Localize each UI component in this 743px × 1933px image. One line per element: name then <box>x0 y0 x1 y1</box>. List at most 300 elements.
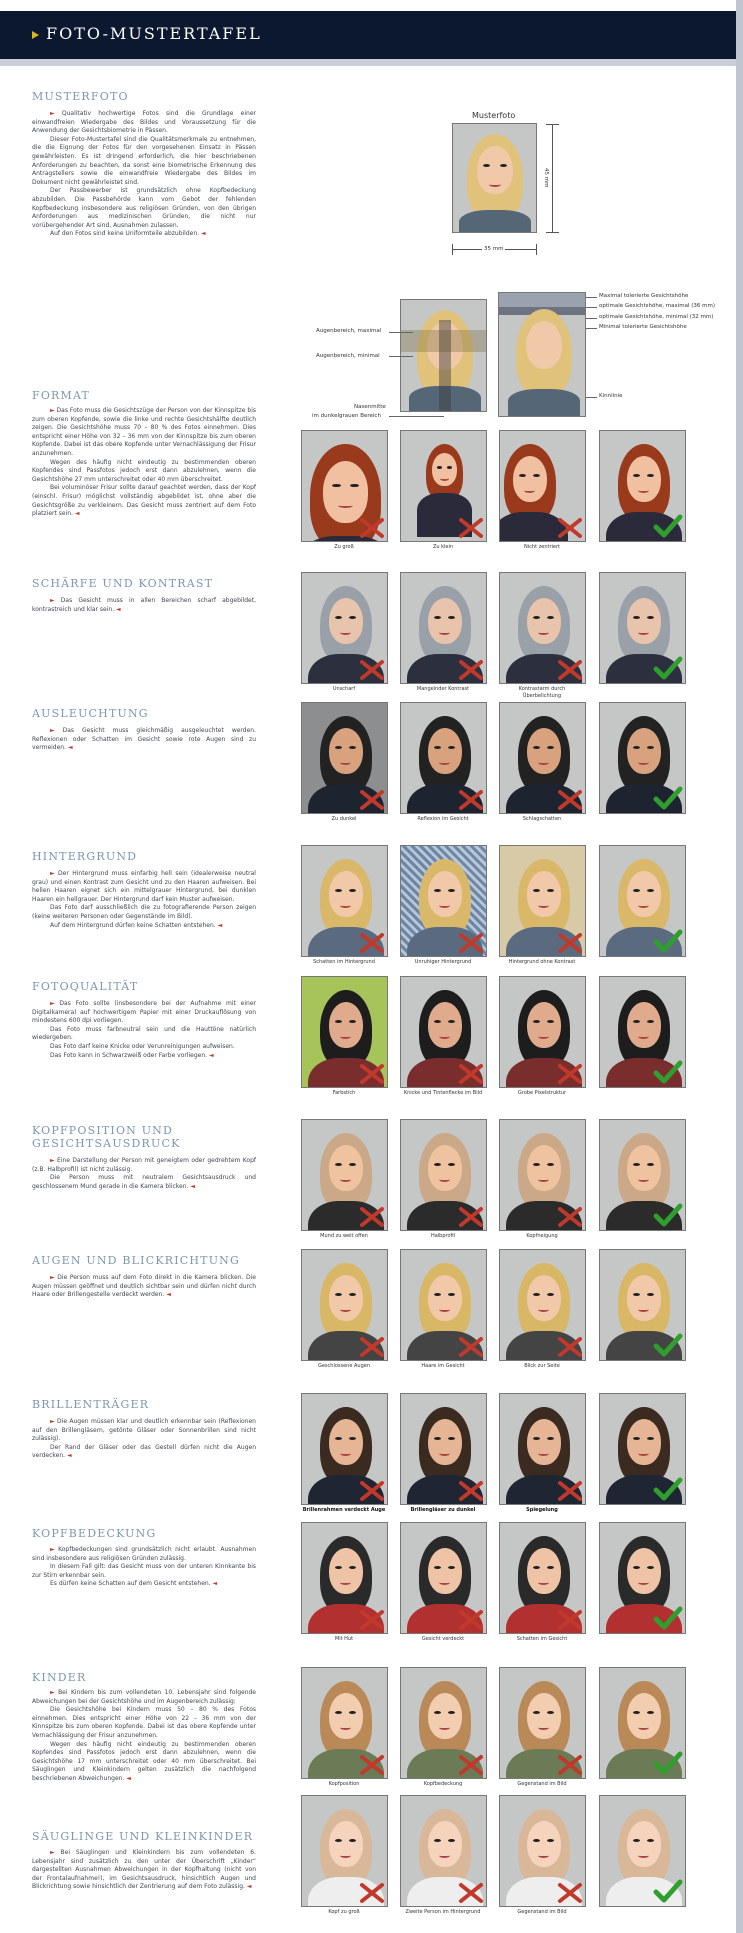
example-photo <box>301 1393 388 1505</box>
eye <box>647 1566 654 1569</box>
eye <box>647 1437 654 1440</box>
eye <box>533 1711 540 1714</box>
eye <box>448 1566 455 1569</box>
mouth <box>340 1853 352 1858</box>
annot-augenbereich-min: Augenbereich, minimal <box>316 353 380 359</box>
face <box>329 728 363 774</box>
para: Bei Kindern bis zum vollendeten 10. Lebensjahr sind folgende Abweichungen bei der Gesichtshöhe und im Augenbereich zulässig: <box>32 1689 256 1705</box>
face <box>428 1419 462 1465</box>
para: Das Foto muss farbneutral sein und die Hauttöne natürlich wiedergeben. <box>32 1025 256 1042</box>
eye <box>448 1020 455 1023</box>
photo-caption: Kopfbedeckung <box>423 1781 463 1787</box>
photo-caption: Hintergrund ohne Kontrast <box>508 959 576 965</box>
eye <box>547 1839 554 1842</box>
mouth <box>340 903 352 908</box>
eye <box>335 889 342 892</box>
para: In diesem Fall gilt: das Gesicht muss von der unteren Kinnkante bis zur Stirn erkennbar sein. <box>32 1563 256 1579</box>
musterfoto-label: Musterfoto <box>472 111 516 120</box>
face <box>428 728 462 774</box>
section-text-format: ► Das Foto muss die Gesichtszüge der Person von der Kinnspitze bis zum oberen Kopfende, sowie die linke und rechte Gesichtshälfte deutlich zeigen. Die Gesichtshöhe muss 70 – 80 % des Fotos einnehmen. Dies entspricht einer Höhe von 32 – 36 mm von der Kinnspitze bis zum oberen Kopfende. Dabei ist das obere Kopfende unter Vernachlässigung der Frisur anzunehmen. Wegen des häufig nicht eindeutig zu bestimmenden oberen Kopfendes sind Passfotos jedoch erst dann abzulehnen, wenn die Gesichtshöhe 27 mm unterschreitet oder 40 mm überschreitet. Bei voluminöser Frisur sollte darauf geachtet werden, dass der Kopf (einschl. Frisur) möglichst vollständig abgebildet ist, ohne aber die Gesichtsgröße zu verkleinern. Das Gesicht muss zentriert auf dem Foto platziert sein. ◄ <box>32 407 256 518</box>
face <box>527 1419 561 1465</box>
photo-caption: Farbstich <box>332 1090 356 1096</box>
para: Das Foto sollte (insbesondere bei der Aufnahme mit einer Digitalkamera) auf hochwertigem Papier mit einer Druckauflösung von mindestens 600 dpi vorliegen. <box>32 1000 256 1025</box>
example-photo <box>499 976 586 1088</box>
photo-caption: Gegenstand im Bild <box>517 1781 567 1787</box>
mouth <box>340 630 352 635</box>
photo-caption: Kopf zu groß <box>328 1909 360 1915</box>
eye <box>647 889 654 892</box>
reject-cross-icon <box>359 1609 385 1631</box>
photo-caption: Zweite Person im Hintergrund <box>405 1909 481 1915</box>
accept-check-icon <box>653 1476 683 1502</box>
annot-dunkelgrau: im dunkelgrauen Bereich <box>312 413 381 419</box>
para: Wegen des häufig nicht eindeutig zu bestimmenden oberen Kopfendes sind Passfotos jedoch erst dann abzulehnen, wenn die Gesichtshöhe 17 mm unterschreitet oder 40 mm überschreitet. Bei Säuglingen und Kleinkindern gelten zusätzlich die nachfolgend beschriebenen Abweichungen. <box>32 1740 256 1782</box>
eye <box>533 1163 540 1166</box>
face <box>527 1821 561 1867</box>
mouth <box>638 1177 650 1182</box>
eye <box>447 466 452 469</box>
page-header <box>0 11 736 59</box>
face <box>428 1002 462 1048</box>
eye <box>448 1163 455 1166</box>
annot-line <box>389 356 413 357</box>
mouth <box>538 1853 550 1858</box>
face <box>329 1693 363 1739</box>
para: Der Passbewerber ist grundsätzlich ohne Kopfbedeckung abzubilden. Die Passbehörde kann vom Gebot der fehlenden Kopfbedeckung insbesondere aus religiösen Gründen, von den übrigen Anforderungen aus medizinischen Gründen, die nicht nur vorübergehender Art sind, Ausnahmen zulassen. <box>32 187 256 229</box>
photo-caption: Kopfneigung <box>526 1233 558 1239</box>
mouth <box>538 1034 550 1039</box>
face <box>627 1275 661 1321</box>
mouth <box>439 1580 451 1585</box>
eye <box>533 1839 540 1842</box>
eye <box>448 746 455 749</box>
photo-caption: Gesicht verdeckt <box>421 1636 465 1642</box>
example-photo <box>400 976 487 1088</box>
annot-line <box>586 307 597 308</box>
mouth <box>538 630 550 635</box>
eye <box>349 1566 356 1569</box>
photo-caption: Blick zur Seite <box>524 1363 560 1369</box>
photo-caption: Kontrastarm durch Überbelichtung <box>518 686 566 699</box>
eye <box>647 616 654 619</box>
mouth <box>439 1307 451 1312</box>
face <box>627 456 661 502</box>
reject-cross-icon <box>557 932 583 954</box>
reject-cross-icon <box>458 932 484 954</box>
mouth <box>538 903 550 908</box>
photo-caption: Unscharf <box>332 686 356 692</box>
eye <box>533 1020 540 1023</box>
mouth <box>638 1451 650 1456</box>
face <box>627 1548 661 1594</box>
mouth <box>638 1580 650 1585</box>
example-photo <box>599 572 686 684</box>
section-title-schaerfe: SCHÄRFE UND KONTRAST <box>32 577 214 590</box>
annot-nasenmitte: Nasenmitte <box>354 404 386 410</box>
photo-caption: Zu dunkel <box>331 816 357 822</box>
mouth <box>638 630 650 635</box>
photo-caption: Halbprofil <box>430 1233 456 1239</box>
example-photo <box>301 976 388 1088</box>
photo-caption: Kopfposition <box>328 1781 360 1787</box>
face <box>527 728 561 774</box>
eye <box>647 746 654 749</box>
face <box>432 453 456 486</box>
face <box>323 461 369 523</box>
example-photo <box>400 1119 487 1231</box>
example-photo <box>499 1795 586 1907</box>
reject-cross-icon <box>557 659 583 681</box>
mouth <box>340 1034 352 1039</box>
eye <box>335 616 342 619</box>
eye <box>434 889 441 892</box>
eye <box>633 1711 640 1714</box>
eye <box>547 1020 554 1023</box>
photo-caption: Gegenstand im Bild <box>517 1909 567 1915</box>
example-photo <box>599 1522 686 1634</box>
reject-cross-icon <box>359 659 385 681</box>
face <box>627 1002 661 1048</box>
eye <box>533 1566 540 1569</box>
eye <box>633 616 640 619</box>
eye <box>349 1020 356 1023</box>
eye <box>434 1711 441 1714</box>
face <box>527 871 561 917</box>
face <box>527 1693 561 1739</box>
annot-optimal-min: optimale Gesichtshöhe, minimal (32 mm) <box>599 314 714 320</box>
section-title-format: FORMAT <box>32 389 91 402</box>
section-title-ausleuchtung: AUSLEUCHTUNG <box>32 707 149 720</box>
mouth <box>340 760 352 765</box>
annot-min-toleriert: Minimal tolerierte Gesichtshöhe <box>599 324 687 330</box>
eye <box>633 746 640 749</box>
photo-caption: Schatten im Hintergrund <box>313 959 375 965</box>
section-text-kinder: ► Bei Kindern bis zum vollendeten 10. Lebensjahr sind folgende Abweichungen bei der Gesichtshöhe und im Augenbereich zulässig: Die Gesichtshöhe bei Kindern muss 50 – 80 % des Fotos einnehmen. Dies entspricht einer Höhe von 22 – 36 mm von der Kinnspitze bis zum oberen Kopfende. Dabei ist das obere Kopfende unter Vernachlässigung der Frisur anzunehmen. Wegen des häufig nicht eindeutig zu bestimmenden oberen Kopfendes sind Passfotos jedoch erst dann abzulehnen, wenn die Gesichtshöhe 17 mm unterschreitet oder 40 mm überschreitet. Bei Säuglingen und Kleinkindern gelten zusätzlich die nachfolgend beschriebenen Abweichungen. ◄ <box>32 1689 256 1782</box>
eye <box>547 1437 554 1440</box>
example-photo <box>599 702 686 814</box>
eye <box>448 1437 455 1440</box>
reject-cross-icon <box>359 789 385 811</box>
section-title-hintergrund: HINTERGRUND <box>32 850 138 863</box>
eye <box>335 1020 342 1023</box>
annot-line <box>586 318 597 319</box>
reject-cross-icon <box>557 517 583 539</box>
accept-check-icon <box>653 1750 683 1776</box>
format-template-eyes <box>400 299 487 412</box>
face <box>329 1821 363 1867</box>
photo-caption: Knicke und Tintenflecke im Bild <box>403 1090 483 1096</box>
para: Die Person muss auf dem Foto direkt in die Kamera blicken. Die Augen müssen geöffnet und deutlich sichtbar sein und dürfen nicht durch Haare oder Brillengestelle verdeckt werden. <box>32 1274 256 1299</box>
example-photo <box>599 1795 686 1907</box>
example-photo <box>400 1249 487 1361</box>
eye <box>448 1839 455 1842</box>
para: Das Foto kann in Schwarzweiß oder Farbe vorliegen. <box>50 1051 208 1059</box>
reject-cross-icon <box>359 1882 385 1904</box>
reject-cross-icon <box>557 1882 583 1904</box>
reject-cross-icon <box>458 1882 484 1904</box>
page-title: FOTO-MUSTERTAFEL <box>46 24 262 43</box>
reject-cross-icon <box>458 1480 484 1502</box>
annot-max-toleriert: Maximal tolerierte Gesichtshöhe <box>599 293 689 299</box>
header-arrow-icon <box>32 31 39 39</box>
accept-check-icon <box>653 513 683 539</box>
face <box>627 598 661 644</box>
eye <box>448 1711 455 1714</box>
eye <box>349 1163 356 1166</box>
example-photo <box>499 1119 586 1231</box>
eye <box>335 1711 342 1714</box>
mouth <box>538 1451 550 1456</box>
example-photo <box>301 1249 388 1361</box>
mouth <box>340 1580 352 1585</box>
para: Der Hintergrund muss einfarbig hell sein (idealerweise neutral grau) und einen Kontrast zum Gesicht und zu den Haaren aufweisen. Bei hellen Haaren eignet sich ein mittelgrauer Hintergrund, bei dunklen Haaren ein hellgrauer. Der Hintergrund darf kein Muster aufweisen. <box>32 870 256 903</box>
accept-check-icon <box>653 1878 683 1904</box>
reject-cross-icon <box>359 1063 385 1085</box>
section-title-kinder: KINDER <box>32 1671 87 1684</box>
para: Die Gesichtshöhe bei Kindern muss 50 – 80 % des Fotos einnehmen. Dies entspricht einer Höhe von 22 – 36 mm von der Kinnspitze bis zum oberen Kopfende. Dabei ist das obere Kopfende unter Vernachlässigung der Frisur anzunehmen. <box>32 1706 256 1739</box>
face <box>627 871 661 917</box>
accept-check-icon <box>653 1059 683 1085</box>
reject-cross-icon <box>557 1480 583 1502</box>
example-photo <box>301 1795 388 1907</box>
section-text-musterfoto: ► Qualitativ hochwertige Fotos sind die Grundlage einer einwandfreien Wiedergabe des Bildes und Voraussetzung für die Anwendung der Gesichtsbiometrie in Pässen. Dieser Foto-Mustertafel sind die Qualitätsmerkmale zu entnehmen, die die Eignung der Fotos für den vorgesehenen Einsatz in Pässen gewährleisten. Es ist dringend erforderlich, die hier beschriebenen Anforderungen zu beachten, da sonst eine biometrische Erkennung des Antragstellers sowie die einwandfreie Wiedergabe des Bildes im Dokument nicht gewährleistet sind. Der Passbewerber ist grundsätzlich ohne Kopfbedeckung abzubilden. Die Passbehörde kann vom Gebot der fehlenden Kopfbedeckung insbesondere aus religiösen Gründen, von den übrigen Anforderungen aus medizinischen Gründen, die nicht nur vorübergehender Art sind, Ausnahmen zulassen. Auf den Fotos sind keine Uniformteile abzubilden. ◄ <box>32 110 256 238</box>
face <box>527 1275 561 1321</box>
photo-caption: Brillenrahmen verdeckt Auge <box>302 1507 386 1513</box>
header-underbar <box>0 59 736 66</box>
eye <box>448 889 455 892</box>
example-photo <box>301 430 388 542</box>
example-photo <box>400 702 487 814</box>
eye <box>335 1163 342 1166</box>
eye <box>647 1020 654 1023</box>
para: Qualitativ hochwertige Fotos sind die Grundlage einer einwandfreien Wiedergabe des Bildes und Voraussetzung für die Anwendung der Gesichtsbiometrie in Pässen. <box>32 110 256 135</box>
photo-caption: Nicht zentriert <box>524 544 560 550</box>
eye <box>434 1163 441 1166</box>
mouth <box>524 488 536 493</box>
section-text-fotoqualitaet: ► Das Foto sollte (insbesondere bei der Aufnahme mit einer Digitalkamera) auf hochwertigem Papier mit einer Druckauflösung von mindestens 600 dpi vorliegen. Das Foto muss farbneutral sein und die Hauttöne natürlich wiedergeben. Das Foto darf keine Knicke oder Verunreinigungen aufweisen. Das Foto kann in Schwarzweiß oder Farbe vorliegen. ◄ <box>32 1000 256 1059</box>
eye <box>633 1566 640 1569</box>
section-title-augen: AUGEN UND BLICKRICHTUNG <box>32 1254 240 1267</box>
example-photo <box>499 430 586 542</box>
eye <box>335 1566 342 1569</box>
photo-caption: Haare im Gesicht <box>421 1363 465 1369</box>
face <box>329 1419 363 1465</box>
face <box>329 1548 363 1594</box>
eye <box>547 889 554 892</box>
photo-caption: Zu klein <box>432 544 454 550</box>
eye <box>434 616 441 619</box>
mouth <box>538 1307 550 1312</box>
mouth <box>340 1451 352 1456</box>
face <box>329 598 363 644</box>
eye <box>349 1293 356 1296</box>
eye <box>633 1020 640 1023</box>
section-title-kopfposition: KOPFPOSITION UND GESICHTSAUSDRUCK <box>32 1124 181 1150</box>
reject-cross-icon <box>458 659 484 681</box>
width-dim-tick <box>536 244 537 255</box>
reject-cross-icon <box>557 1336 583 1358</box>
eye <box>633 1839 640 1842</box>
para: Das Foto muss die Gesichtszüge der Person von der Kinnspitze bis zum oberen Kopfende, sowie die linke und rechte Gesichtshälfte deutlich zeigen. Die Gesichtshöhe muss 70 – 80 % des Fotos einnehmen. Dies entspricht einer Höhe von 32 – 36 mm von der Kinnspitze bis zum oberen Kopfende. Dabei ist das obere Kopfende unter Vernachlässigung der Frisur anzunehmen. <box>32 407 256 457</box>
reject-cross-icon <box>458 1063 484 1085</box>
example-photo <box>400 1795 487 1907</box>
mouth <box>338 503 354 508</box>
face <box>428 1145 462 1191</box>
eye <box>434 1020 441 1023</box>
eye <box>448 1293 455 1296</box>
example-photo <box>301 1119 388 1231</box>
eye <box>647 1839 654 1842</box>
example-photo <box>499 1667 586 1779</box>
eye <box>335 1437 342 1440</box>
annot-line <box>389 332 413 333</box>
mouth <box>638 903 650 908</box>
section-text-saeuglinge: ► Bei Säuglingen und Kleinkindern bis zum vollendeten 6. Lebensjahr sind zusätzlich zu den unter der Überschrift „Kinder“ dargestellten Ausnahmen Abweichungen in der Kopfhaltung (nicht von der Frontalaufnahme!), im Gesichtsausdruck, hinsichtlich Augen und Blickrichtung sowie hinsichtlich der Zentrierung auf dem Foto zulässig. ◄ <box>32 1849 256 1891</box>
eye <box>350 484 359 487</box>
eye <box>519 474 526 477</box>
reject-cross-icon <box>458 1754 484 1776</box>
eye <box>647 1711 654 1714</box>
photo-caption: Unruhiger Hintergrund <box>414 959 472 965</box>
face <box>527 1145 561 1191</box>
para: Das Gesicht muss gleichmäßig ausgeleuchtet werden. Reflexionen oder Schatten im Gesicht sowie rote Augen sind zu vermeiden. <box>32 727 256 752</box>
example-photo <box>400 1393 487 1505</box>
eye <box>533 1437 540 1440</box>
mouth <box>638 1307 650 1312</box>
mouth <box>638 1034 650 1039</box>
example-photo <box>599 430 686 542</box>
reject-cross-icon <box>458 1336 484 1358</box>
face <box>527 1548 561 1594</box>
height-dim-line <box>552 124 553 232</box>
section-text-kopfposition: ► Eine Darstellung der Person mit geneigtem oder gedrehtem Kopf (z.B. Halbprofil) ist nicht zulässig. Die Person muss mit neutralem Gesichtsausdruck und geschlossenem Mund gerade in die Kamera blicken. ◄ <box>32 1157 256 1190</box>
reject-cross-icon <box>359 1336 385 1358</box>
face <box>329 871 363 917</box>
example-photo <box>499 845 586 957</box>
example-photo <box>499 1522 586 1634</box>
para: Bei voluminöser Frisur sollte darauf geachtet werden, dass der Kopf (einschl. Frisur) möglichst vollständig abgebildet ist, ohne aber die Gesichtsgröße zu verkleinern. Das Gesicht muss zentriert auf dem Foto platziert sein. <box>32 484 256 518</box>
photo-caption: Zu groß <box>334 544 354 550</box>
face <box>627 1419 661 1465</box>
example-photo <box>301 1522 388 1634</box>
eye <box>647 1163 654 1166</box>
para: Auf den Fotos sind keine Uniformteile abzubilden. <box>50 230 200 238</box>
eye <box>448 616 455 619</box>
para: Auf dem Hintergrund dürfen keine Schatten entstehen. <box>50 921 216 929</box>
photo-caption: Spiegelung <box>526 1507 558 1513</box>
example-photo <box>599 1393 686 1505</box>
example-photo <box>400 430 487 542</box>
photo-caption: Mund zu weit offen <box>320 1233 368 1239</box>
reject-cross-icon <box>557 1609 583 1631</box>
face <box>513 456 547 502</box>
para: Es dürfen keine Schatten auf dem Gesicht entstehen. <box>50 1580 211 1588</box>
face <box>428 1821 462 1867</box>
face <box>428 598 462 644</box>
mouth <box>538 760 550 765</box>
mouth <box>638 1725 650 1730</box>
annot-line <box>586 397 597 398</box>
section-text-ausleuchtung: ► Das Gesicht muss gleichmäßig ausgeleuchtet werden. Reflexionen oder Schatten im Gesicht sowie rote Augen sind zu vermeiden. ◄ <box>32 727 256 752</box>
face <box>627 728 661 774</box>
example-photo <box>301 845 388 957</box>
example-photo <box>499 702 586 814</box>
mouth <box>440 476 448 481</box>
example-photo <box>400 572 487 684</box>
format-template-face <box>498 292 586 417</box>
reject-cross-icon <box>458 517 484 539</box>
eye <box>349 1839 356 1842</box>
para: Das Gesicht muss in allen Bereichen scharf abgebildet, kontrastreich und klar sein. <box>32 597 256 613</box>
mouth <box>439 1853 451 1858</box>
eye <box>647 1293 654 1296</box>
mouth <box>538 1580 550 1585</box>
height-dim-tick <box>546 124 559 125</box>
mouth <box>340 1177 352 1182</box>
eye <box>349 889 356 892</box>
example-photo <box>599 1249 686 1361</box>
annot-kinnlinie: Kinnlinie <box>599 393 623 399</box>
reject-cross-icon <box>458 789 484 811</box>
annot-optimal-max: optimale Gesichtshöhe, maximal (36 mm) <box>599 303 715 309</box>
reject-cross-icon <box>359 1206 385 1228</box>
eye <box>434 1293 441 1296</box>
mouth <box>538 1177 550 1182</box>
section-title-musterfoto: MUSTERFOTO <box>32 90 129 103</box>
photo-caption: Reflexion im Gesicht <box>417 816 469 822</box>
width-dim-tick <box>452 244 453 255</box>
photo-caption: Geschlossene Augen <box>317 1363 371 1369</box>
photo-caption: Brillengläser zu dunkel <box>410 1507 476 1513</box>
eye <box>547 1566 554 1569</box>
mouth <box>439 630 451 635</box>
mouth <box>638 760 650 765</box>
eye <box>633 1437 640 1440</box>
eye <box>633 1163 640 1166</box>
accept-check-icon <box>653 785 683 811</box>
face <box>428 1275 462 1321</box>
annot-line <box>389 416 444 417</box>
mouth <box>439 1451 451 1456</box>
accept-check-icon <box>653 1202 683 1228</box>
face <box>428 871 462 917</box>
face <box>627 1693 661 1739</box>
eye <box>349 616 356 619</box>
reject-cross-icon <box>557 789 583 811</box>
eye <box>335 746 342 749</box>
mouth <box>340 1725 352 1730</box>
photo-caption: Schlagschatten <box>522 816 562 822</box>
reject-cross-icon <box>359 932 385 954</box>
height-dim-label: 45 mm <box>543 168 549 188</box>
mouth <box>638 1853 650 1858</box>
eye <box>332 484 341 487</box>
annot-line <box>586 328 597 329</box>
mouth <box>439 903 451 908</box>
eye <box>349 1711 356 1714</box>
reject-cross-icon <box>359 1480 385 1502</box>
eye <box>434 1839 441 1842</box>
para: Das Foto darf keine Knicke oder Verunreinigungen aufweisen. <box>50 1042 235 1050</box>
eye <box>547 1163 554 1166</box>
mouth <box>638 488 650 493</box>
face <box>627 1821 661 1867</box>
section-title-brillentraeger: BRILLENTRÄGER <box>32 1398 150 1411</box>
musterfoto-image <box>452 123 537 233</box>
eye <box>434 1566 441 1569</box>
eye <box>547 746 554 749</box>
section-text-schaerfe: ► Das Gesicht muss in allen Bereichen scharf abgebildet, kontrastreich und klar sein. ◄ <box>32 597 256 613</box>
